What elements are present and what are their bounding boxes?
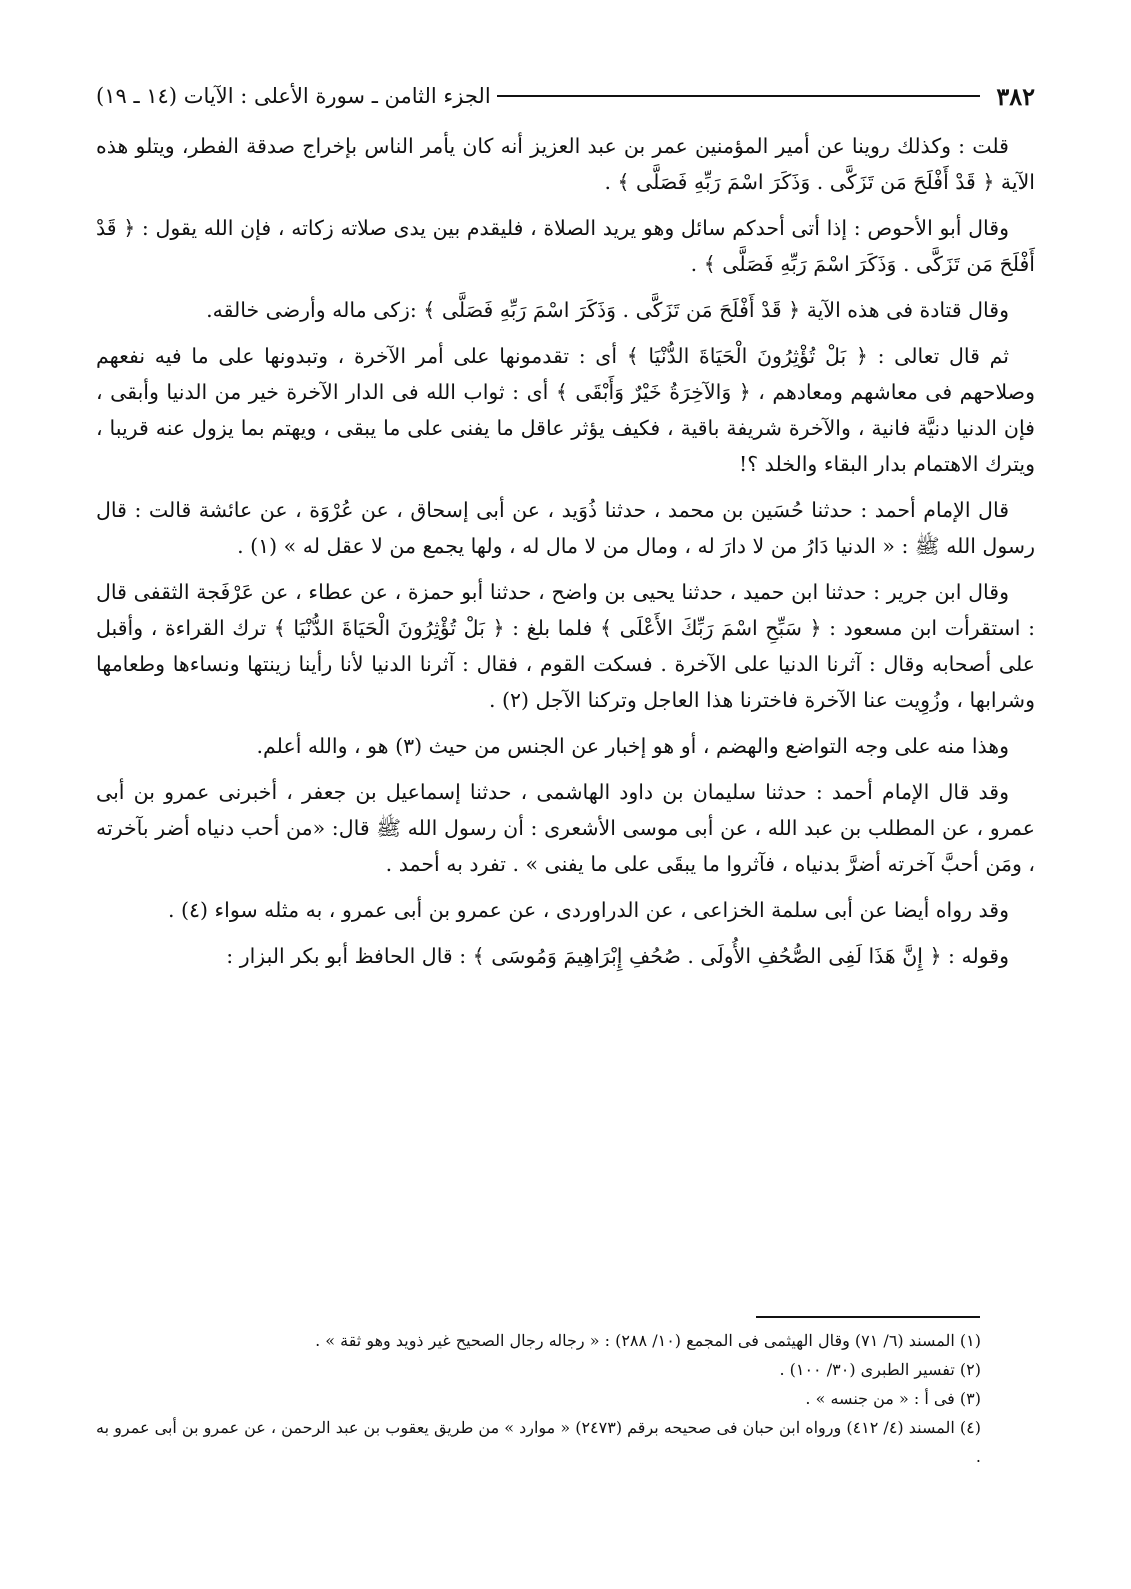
paragraph: وقال قتادة فى هذه الآية ﴿ قَدْ أَفْلَحَ مَن تَزَكَّى . وَذَكَرَ اسْمَ رَبِّهِ فَصَلَّى ﴾ :زكى ماله وأرضى خالقه. xyxy=(206,298,1009,322)
footnote: (٣) فى أ : « من جنسه » . xyxy=(805,1389,981,1408)
page-header xyxy=(96,78,1035,114)
paragraph: وقال ابن جرير : حدثنا ابن حميد ، حدثنا يحيى بن واضح ، حدثنا أبو حمزة ، عن عطاء ، عن عَرْفَجة الثقفى قال : استقرأت ابن مسعود : ﴿ سَبِّحِ اسْمَ رَبِّكَ الأَعْلَى ﴾ فلما بلغ : ﴿ بَلْ تُؤْثِرُونَ الْحَيَاةَ الدُّنْيَا ﴾ ترك القراءة ، وأقبل على أصحابه وقال : آثرنا الدنيا على الآخرة . فسكت القوم ، فقال : آثرنا الدنيا لأنا رأينا زينتها ونساءها وطعامها وشرابها ، وزُوِيت عنا الآخرة فاخترنا هذا العاجل وتركنا الآجل (٢) . xyxy=(96,580,1035,712)
paragraph: وقوله : ﴿ إِنَّ هَذَا لَفِى الصُّحُفِ الأُولَى . صُحُفِ إِبْرَاهِيمَ وَمُوسَى ﴾ : قال الحافظ أبو بكر البزار : xyxy=(226,944,1009,968)
paragraph: قلت : وكذلك روينا عن أمير المؤمنين عمر بن عبد العزيز أنه كان يأمر الناس بإخراج صدقة الفطر، ويتلو هذه الآية ﴿ قَدْ أَفْلَحَ مَن تَزَكَّى . وَذَكَرَ اسْمَ رَبِّهِ فَصَلَّى ﴾ . xyxy=(96,134,1035,194)
footnote: (١) المسند (٦/ ٧١) وقال الهيثمى فى المجمع (١٠/ ٢٨٨) : « رجاله رجال الصحيح غير ذويد وهو ثقة » . xyxy=(315,1331,981,1350)
footnote: (٢) تفسير الطبرى (٣٠/ ١٠٠) . xyxy=(779,1360,981,1379)
paragraph: وقد قال الإمام أحمد : حدثنا سليمان بن داود الهاشمى ، حدثنا إسماعيل بن جعفر ، أخبرنى عمرو بن أبى عمرو ، عن المطلب بن عبد الله ، عن أبى موسى الأشعرى : أن رسول الله ﷺ قال: «من أحب دنياه أضر بآخرته ، ومَن أحبَّ آخرته أضرَّ بدنياه ، فآثروا ما يبقَى على ما يفنى » . تفرد به أحمد . xyxy=(96,780,1035,876)
page-number: ٣٨٢ xyxy=(996,81,1035,111)
paragraph: قال الإمام أحمد : حدثنا حُسَين بن محمد ، حدثنا ذُوَيد ، عن أبى إسحاق ، عن عُرْوَة ، عن عائشة قالت : قال رسول الله ﷺ : « الدنيا دَارُ من لا دارَ له ، ومال من لا مال له ، ولها يجمع من لا عقل له » (١) . xyxy=(96,498,1035,558)
running-title: الجزء الثامن ـ سورة الأعلى : الآيات (١٤ ـ ١٩) xyxy=(96,84,491,108)
paragraph: ثم قال تعالى : ﴿ بَلْ تُؤْثِرُونَ الْحَيَاةَ الدُّنْيَا ﴾ أى : تقدمونها على أمر الآخرة ، وتبدونها على ما فيه نفعهم وصلاحهم فى معاشهم ومعادهم ، ﴿ وَالآخِرَةُ خَيْرٌ وَأَبْقَى ﴾ أى : ثواب الله فى الدار الآخرة خير من الدنيا وأبقى ، فإن الدنيا دنيَّة فانية ، والآخرة شريفة باقية ، فكيف يؤثر عاقل ما يفنى على ما يبقى ، ويهتم بما يزول عنه قريبا ، ويترك الاهتمام بدار البقاء والخلد ؟! xyxy=(96,344,1035,476)
footnotes xyxy=(96,1326,981,1471)
paragraph: وقد رواه أيضا عن أبى سلمة الخزاعى ، عن الدراوردى ، عن عمرو بن أبى عمرو ، به مثله سواء (٤) . xyxy=(167,898,1009,922)
header-rule xyxy=(497,95,981,97)
paragraph: وقال أبو الأحوص : إذا أتى أحدكم سائل وهو يريد الصلاة ، فليقدم بين يدى صلاته زكاته ، فإن الله يقول : ﴿ قَدْ أَفْلَحَ مَن تَزَكَّى . وَذَكَرَ اسْمَ رَبِّهِ فَصَلَّى ﴾ . xyxy=(96,216,1035,276)
paragraph: وهذا منه على وجه التواضع والهضم ، أو هو إخبار عن الجنس من حيث (٣) هو ، والله أعلم. xyxy=(256,734,1009,758)
main-text xyxy=(96,128,1035,984)
footnote-separator xyxy=(756,1316,980,1318)
footnote: (٤) المسند (٤/ ٤١٢) ورواه ابن حبان فى صحيحه برقم (٢٤٧٣) « موارد » من طريق يعقوب بن عبد الرحمن ، عن عمرو بن أبى عمرو به . xyxy=(96,1418,981,1466)
